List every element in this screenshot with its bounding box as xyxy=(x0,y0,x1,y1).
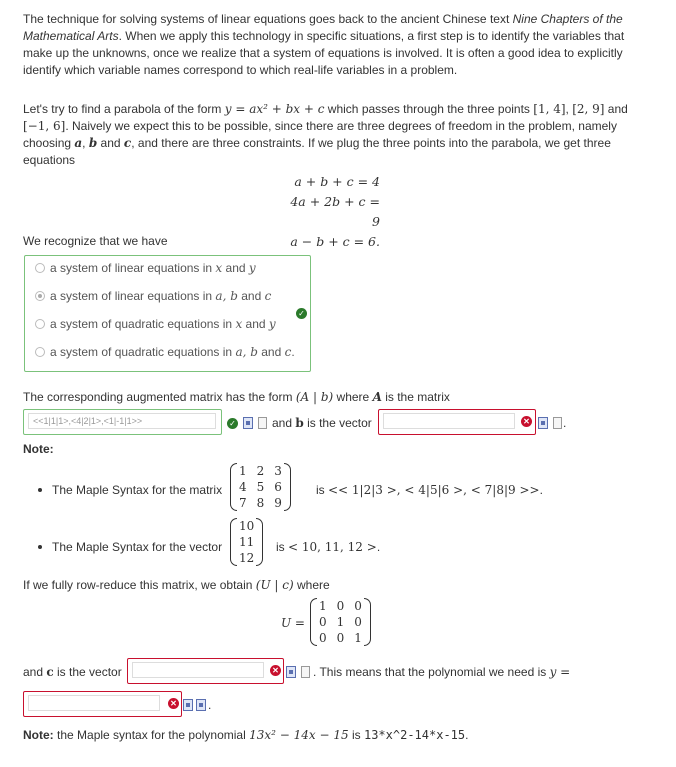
x-circle-icon: ✕ xyxy=(270,665,281,676)
equation-2: 4a + 2b + c = 9 xyxy=(290,194,380,229)
U-matrix: 1 0 0 0 1 0 0 0 1 xyxy=(310,598,371,646)
c-vector-answer-box xyxy=(127,658,284,684)
recognize-text: We recognize that we have xyxy=(23,234,168,248)
vector-syntax-label: The Maple Syntax for the vector xyxy=(52,540,223,554)
matrix-syntax-value: is << 1|2|3 >, < 4|5|6 >, < 7|8|9 >>. xyxy=(316,483,543,497)
example-vector: 10 11 12 xyxy=(230,518,263,566)
matrix-syntax-label: The Maple Syntax for the matrix xyxy=(52,483,223,497)
radio-button[interactable] xyxy=(35,347,45,357)
check-circle-icon: ✓ xyxy=(296,308,307,319)
matrix-answer-box xyxy=(23,409,222,435)
check-circle-icon: ✓ xyxy=(227,418,238,429)
c-vector-answer-input[interactable] xyxy=(132,662,264,678)
matrix-answer-input[interactable] xyxy=(28,413,216,429)
example-matrix: 1 2 3 4 5 6 7 8 9 xyxy=(230,463,291,511)
x-circle-icon: ✕ xyxy=(521,416,532,427)
preview-icon[interactable] xyxy=(183,699,193,711)
equation-1: a + b + c = 4 xyxy=(294,174,380,189)
vector-answer-box xyxy=(378,409,536,435)
intro-paragraph: The technique for solving systems of linear equations goes back to the ancient Chinese text Nine Chapters of the Mathematical Arts. When we apply this technology in specific situations, a first step is to identify the variables that make up the unknowns, once we realize that a system of equations is involved. It is often a good idea to explicitly identify which variable names correspond to which real-life variables in a problem. xyxy=(23,12,625,77)
vector-answer-input[interactable] xyxy=(383,413,515,429)
radio-button-selected[interactable] xyxy=(35,291,45,301)
radio-button[interactable] xyxy=(35,263,45,273)
note-label: Note: xyxy=(23,442,54,456)
augmented-text: The corresponding augmented matrix has the form (A | b) where A is the matrix xyxy=(23,390,450,404)
preview-icon[interactable] xyxy=(286,666,296,678)
preview-icon[interactable] xyxy=(196,699,206,711)
equation-system xyxy=(280,172,380,252)
preview-icon[interactable] xyxy=(243,417,253,429)
option-4[interactable]: a system of quadratic equations in a, b and c. xyxy=(35,343,295,361)
vector-prompt: and b is the vector xyxy=(272,416,372,430)
row-reduce-text: If we fully row-reduce this matrix, we obtain (U | c) where xyxy=(23,578,330,592)
polynomial-prompt: . This means that the polynomial we need is y = xyxy=(313,665,571,679)
U-label: U = xyxy=(281,616,305,630)
final-note: Note: the Maple syntax for the polynomial 13x² − 14x − 15 is 13*x^2-14*x-15. xyxy=(23,728,469,742)
document-icon[interactable] xyxy=(301,666,310,678)
document-icon[interactable] xyxy=(553,417,562,429)
radio-button[interactable] xyxy=(35,319,45,329)
option-1[interactable]: a system of linear equations in x and y xyxy=(35,259,256,277)
option-2[interactable]: a system of linear equations in a, b and c xyxy=(35,287,271,305)
option-3[interactable]: a system of quadratic equations in x and y xyxy=(35,315,276,333)
x-circle-icon: ✕ xyxy=(168,698,179,709)
polynomial-answer-input[interactable] xyxy=(28,695,160,711)
bullet xyxy=(38,545,42,549)
polynomial-answer-box xyxy=(23,691,182,717)
equation-3: a − b + c = 6. xyxy=(290,234,380,249)
problem-paragraph: Let's try to find a parabola of the form y = ax² + bx + c which passes through the three points [1, 4], [2, 9] and [−1, 6]. Naively we expect this to be possible, since there are three degrees of freedom in the problem, namely choosing a, b and c, and there are three constraints. If we plug the three points into the parabola, we get three equations xyxy=(23,102,628,167)
vector-syntax-value: is < 10, 11, 12 >. xyxy=(276,540,381,554)
document-icon[interactable] xyxy=(258,417,267,429)
radio-group xyxy=(24,255,311,372)
c-vector-prompt: and c is the vector xyxy=(23,665,122,679)
bullet xyxy=(38,488,42,492)
preview-icon[interactable] xyxy=(538,417,548,429)
